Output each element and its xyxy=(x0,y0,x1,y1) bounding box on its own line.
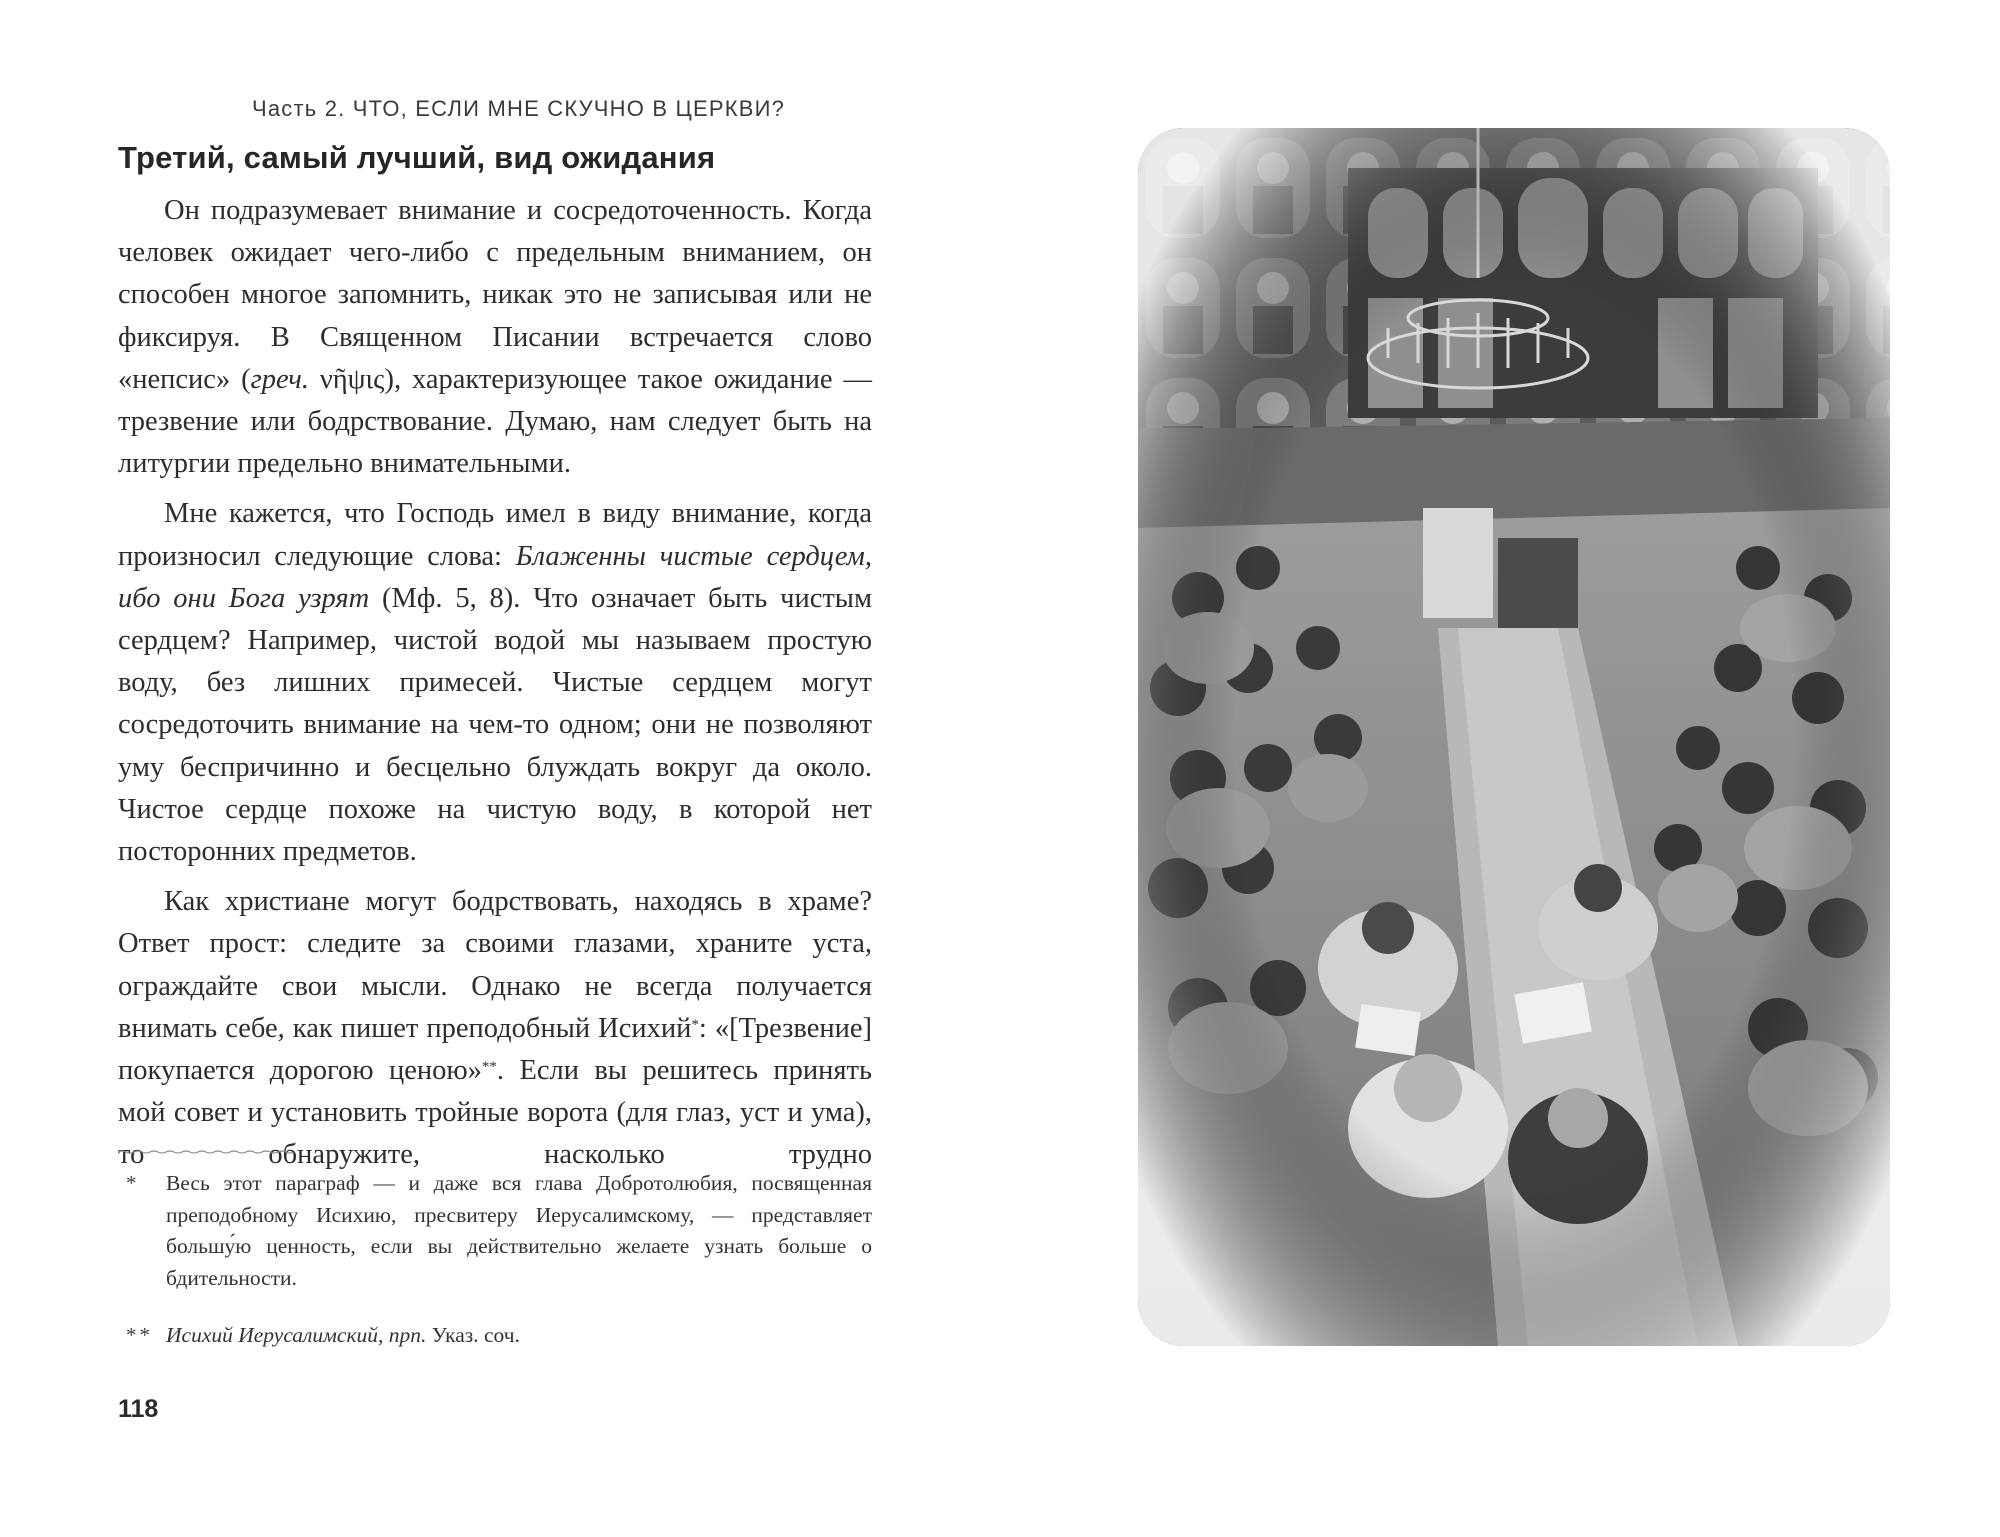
footnote-2-body xyxy=(166,1320,872,1352)
paragraph-3-text-a: Как христиане могут бодрствовать, находясь в храме? Ответ прост: следите за своими глазами, храните уста, ограждайте свои мысли. Однако не всегда получается внимать себе, как пишет преподобный Исихий xyxy=(118,886,872,1044)
footnote-2 xyxy=(118,1320,872,1352)
paragraph-1 xyxy=(118,190,872,485)
paragraph-2-italic: Блаженны чистые сердцем, ибо они Бога узрят xyxy=(118,540,872,614)
photo-vignette xyxy=(1138,128,1890,1346)
footnote-2-text: Указ. соч. xyxy=(426,1323,520,1347)
photo-illustration xyxy=(1138,128,1890,1346)
paragraph-3-text-c: . Если вы решитесь принять мой совет и установить тройные ворота (для глаз, уст и ума), то обнаружите, насколько трудно xyxy=(118,1055,872,1171)
footnote-1-marker: * xyxy=(126,1171,140,1195)
page-number: 118 xyxy=(118,1395,159,1423)
footnote-2-italic: Исихий Иерусалимский, прп. xyxy=(166,1323,427,1347)
section-heading: Третий, самый лучший, вид ожидания xyxy=(118,140,716,175)
footnote-ref-2[interactable]: ** xyxy=(481,1059,497,1076)
paragraph-1-text-b: νῆψις), характеризующее такое ожидание — трезвение или бодрствование. Думаю, нам следует быть на литургии предельно внимательными. xyxy=(118,363,872,480)
paragraph-3 xyxy=(118,881,872,1176)
paragraph-3-text-b: : «[Трезвение] покупается дорогою ценою» xyxy=(118,1012,872,1087)
footnote-divider xyxy=(118,1150,294,1154)
paragraph-1-italic: греч. xyxy=(250,363,309,395)
footnote-1-text: Весь этот параграф — и даже вся глава Добротолюбия, посвященная преподобному Исихию, пресвитеру Иерусалимскому, — представляет большу́ю ценность, если вы действительно желаете узнать больше о бдительности. xyxy=(166,1171,872,1290)
footnote-1 xyxy=(118,1168,872,1294)
paragraph-2 xyxy=(118,493,872,873)
paragraph-2-text-a: Мне кажется, что Господь имел в виду внимание, когда произносил следующие слова: xyxy=(118,498,872,572)
church-liturgy-photo xyxy=(1138,128,1890,1346)
footnote-ref-1[interactable]: * xyxy=(691,1016,699,1033)
footnote-2-marker: ** xyxy=(126,1323,153,1347)
running-head: Часть 2. ЧТО, ЕСЛИ МНЕ СКУЧНО В ЦЕРКВИ? xyxy=(252,96,786,121)
paragraph-1-text-a: Он подразумевает внимание и сосредоточенность. Когда человек ожидает чего-либо с предельным вниманием, он способен многое запомнить, никак это не записывая или не фиксируя. В Священном Писании встречается слово «непсис» ( xyxy=(118,195,872,395)
body-text xyxy=(118,190,872,1177)
paragraph-2-text-b: (Мф. 5, 8). Что означает быть чистым сердцем? Например, чистой водой мы называем простую воду, без лишних примесей. Чистые сердцем могут сосредоточить внимание на чем-то одном; они не позволяют уму беспричинно и бесцельно блуждать вокруг да около. Чистое сердце похоже на чистую воду, в которой нет посторонних предметов. xyxy=(118,582,872,868)
